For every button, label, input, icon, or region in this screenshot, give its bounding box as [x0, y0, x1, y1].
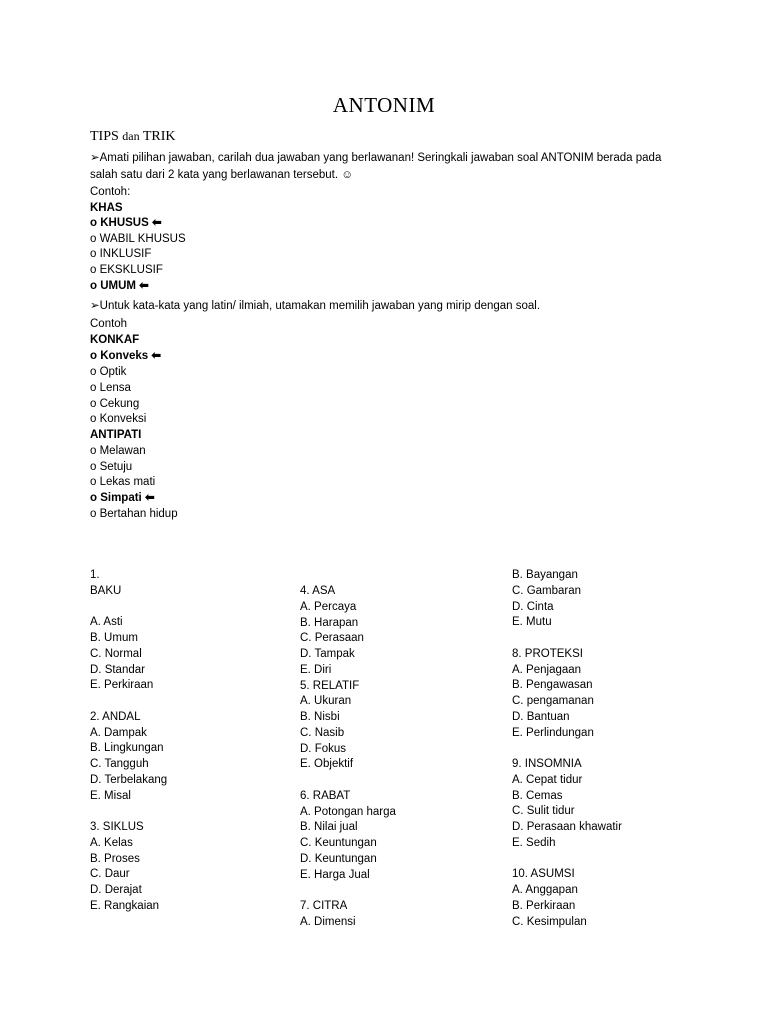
answer-option: E. Rangkaian	[90, 899, 160, 912]
tips-line: ANTIPATI	[90, 429, 142, 441]
tips-line: o Cekung	[90, 398, 140, 410]
answer-option: C. Keuntungan	[300, 837, 377, 849]
question-stem: 4. ASA	[300, 585, 336, 597]
answer-option: D. Keuntungan	[300, 852, 377, 865]
answer-option: D. Standar	[90, 663, 145, 676]
question-stem: 8. PROTEKSI	[512, 647, 583, 660]
tips-line: KONKAF	[90, 334, 140, 346]
answer-option: E. Mutu	[512, 616, 552, 629]
question-stem: 7. CITRA	[300, 900, 348, 912]
question-stem: 10. ASUMSI	[512, 868, 575, 881]
answer-option: E. Objektif	[300, 758, 354, 771]
answer-option: B. Cemas	[512, 789, 563, 802]
answer-option: A. Asti	[90, 616, 123, 629]
question-stem: 5. RELATIF	[300, 679, 360, 692]
tips-line: ➢Amati pilihan jawaban, carilah dua jawaban yang berlawanan! Seringkali jawaban soal ANTONIM berada pada	[90, 152, 662, 164]
answer-option: D. Perasaan khawatir	[512, 821, 622, 833]
tips-line: o Melawan	[90, 445, 146, 457]
answer-option: C. Perasaan	[300, 632, 364, 645]
answer-option: B. Proses	[90, 852, 140, 865]
answer-option: C. Tangguh	[90, 758, 149, 770]
tips-line: Contoh	[90, 318, 128, 330]
trik-word: TRIK	[142, 129, 176, 144]
answer-option: C. Gambaran	[512, 584, 582, 597]
tips-line: o Optik	[90, 366, 127, 378]
answer-option: A. Dampak	[90, 726, 147, 739]
tips-heading	[90, 129, 176, 145]
answer-option: C. Daur	[90, 868, 130, 881]
tips-line: o Konveksi	[90, 413, 147, 425]
tips-line: o UMUM ⬅	[90, 280, 149, 292]
answer-option: B. Perkiraan	[512, 899, 576, 912]
answer-option: B. Nilai jual	[300, 821, 358, 834]
tips-line: o Simpati ⬅	[90, 492, 155, 504]
answer-option: A. Penjagaan	[512, 663, 582, 676]
tips-line: o Lensa	[90, 382, 131, 394]
answer-option: C. Nasib	[300, 726, 345, 739]
answer-option: E. Sedih	[512, 836, 556, 849]
tips-line: ➢Untuk kata-kata yang latin/ ilmiah, utamakan memilih jawaban yang mirip dengan soal.	[90, 300, 541, 312]
answer-option: B. Pengawasan	[512, 679, 593, 692]
answer-option: C. pengamanan	[512, 695, 594, 707]
answer-option: C. Kesimpulan	[512, 915, 587, 928]
tips-line: o Konveks ⬅	[90, 350, 161, 362]
page-title: ANTONIM	[332, 93, 436, 117]
answer-option: B. Bayangan	[512, 569, 578, 581]
answer-option: C. Normal	[90, 647, 142, 660]
tips-line: o INKLUSIF	[90, 248, 152, 260]
question-stem: 3. SIKLUS	[90, 821, 144, 833]
answer-option: A. Potongan harga	[300, 805, 396, 818]
tips-line: o KHUSUS ⬅	[90, 217, 162, 229]
answer-option: B. Lingkungan	[90, 742, 164, 755]
answer-option: D. Fokus	[300, 742, 347, 755]
answer-option: D. Terbelakang	[90, 773, 168, 786]
answer-option: D. Derajat	[90, 884, 142, 896]
answer-option: E. Diri	[300, 663, 332, 676]
question-stem: 6. RABAT	[300, 789, 351, 802]
tips-line: Contoh:	[90, 186, 131, 198]
answer-option: E. Perlindungan	[512, 726, 594, 739]
question-stem: 1.	[90, 569, 100, 581]
tips-line: o Setuju	[90, 461, 133, 473]
answer-option: A. Anggapan	[512, 884, 578, 896]
tips-line: o Bertahan hidup	[90, 508, 178, 520]
answer-option: E. Perkiraan	[90, 679, 154, 692]
answer-option: E. Misal	[90, 789, 131, 802]
tips-line: o EKSKLUSIF	[90, 264, 163, 276]
answer-option: C. Sulit tidur	[512, 805, 575, 818]
answer-option: A. Percaya	[300, 600, 357, 613]
tips-line: o WABIL KHUSUS	[90, 233, 186, 245]
answer-option: B. Harapan	[300, 616, 359, 629]
tips-line: KHAS	[90, 202, 123, 214]
answer-option: A. Kelas	[90, 836, 133, 849]
dan-word: dan	[122, 129, 140, 143]
question-stem: 2. ANDAL	[90, 710, 141, 723]
tips-word: TIPS	[90, 129, 119, 144]
answer-option: E. Harga Jual	[300, 868, 370, 881]
tips-line: o Lekas mati	[90, 476, 156, 488]
answer-option: A. Ukuran	[300, 695, 352, 708]
answer-option: A. Dimensi	[300, 915, 356, 928]
answer-option: B. Umum	[90, 632, 138, 644]
answer-option: D. Tampak	[300, 648, 355, 660]
answer-option: D. Cinta	[512, 600, 554, 613]
question-stem: 9. INSOMNIA	[512, 758, 582, 770]
question-word: BAKU	[90, 584, 122, 597]
answer-option: B. Nisbi	[300, 711, 340, 723]
answer-option: D. Bantuan	[512, 710, 570, 723]
answer-option: A. Cepat tidur	[512, 773, 583, 786]
tips-line: salah satu dari 2 kata yang berlawanan tersebut. ☺	[90, 169, 353, 181]
